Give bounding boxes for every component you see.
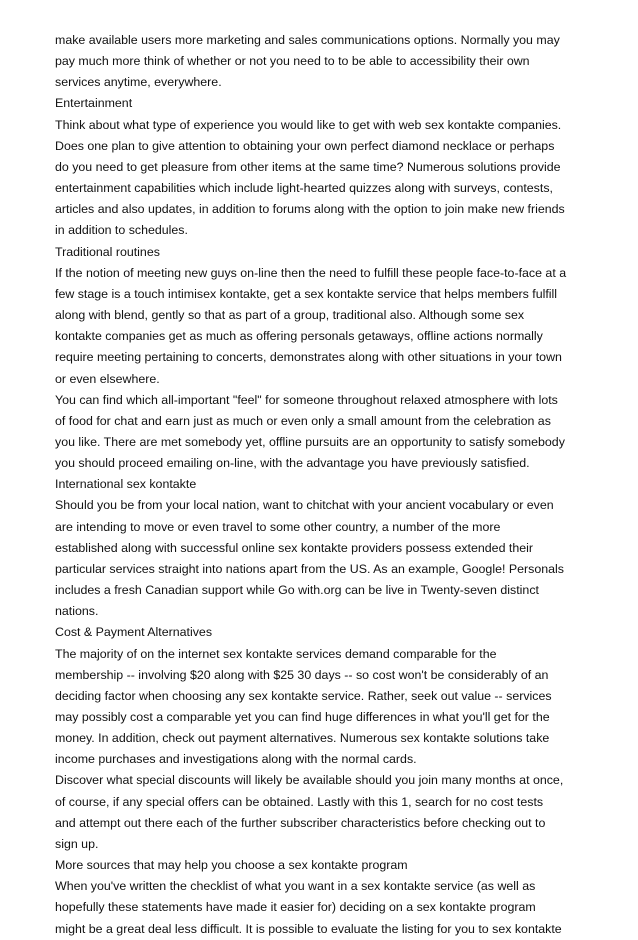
more-sources-paragraph: When you've written the checklist of what you want in a sex kontakte service (as well as hopefully these statements have made it easier for) deciding on a sex kontakte program might be a great deal less difficult. It is possible to evaluate the listing for you to sex kontakte <box>55 879 562 936</box>
traditional-routines-paragraph: If the notion of meeting new guys on-line then the need to fulfill these people face-to-face at a few stage is a touch intimisex kontakte, get a sex kontakte service that helps members fulfill along with blend, gently so that as part of a group, traditional also. Although some sex kontakte companies get as much as offering personals getaways, offline actions normally require meeting pertaining to concerts, demonstrates along with other situations in your town or even elsewhere. <box>55 265 567 386</box>
feel-paragraph: You can find which all-important "feel" for someone throughout relaxed atmosphere with lots of food for chat and earn just as much or even only a small amount from the celebration as you like. There are met somebody yet, offline pursuits are an opportunity to satisfy somebody you should proceed emailing on-line, with the advantage you have previously satisfied. <box>55 392 565 471</box>
section-heading-international: International sex kontakte <box>55 477 197 492</box>
intro-paragraph: make available users more marketing and sales communications options. Normally you may pay much more think of whether or not you need to to be able to accessibility their own services anytime, everywhere. <box>55 33 560 90</box>
section-heading-traditional-routines: Traditional routines <box>55 244 160 259</box>
section-heading-more-sources: More sources that may help you choose a sex kontakte program <box>55 858 408 873</box>
cost-payment-paragraph: The majority of on the internet sex kontakte services demand comparable for the membership -- involving $20 along with $25 30 days -- so cost won't be considerably of an deciding factor when choosing any sex kontakte service. Rather, seek out value -- services may possibly cost a comparable yet you can find huge differences in what you'll get for the money. In addition, check out payment alternatives. Numerous sex kontakte solutions take income purchases and investigations along with the normal cards. <box>55 646 552 767</box>
entertainment-paragraph: Think about what type of experience you would like to get with web sex kontakte companies. Does one plan to give attention to obtaining your own perfect diamond necklace or perhaps do you need to get pleasure from other items at the same time? Numerous solutions provide entertainment capabilities which include light-hearted quizzes along with surveys, contests, articles and also updates, in addition to forums along with the option to join make new friends in addition to schedules. <box>55 117 565 238</box>
discounts-paragraph: Discover what special discounts will likely be available should you join many months at once, of course, if any special offers can be obtained. Lastly with this 1, search for no cost tests and attempt out there each of the further subscriber characteristics before checking out to sign up. <box>55 773 564 851</box>
section-heading-cost-payment: Cost & Payment Alternatives <box>55 625 213 640</box>
section-heading-entertainment: Entertainment <box>55 96 133 111</box>
document-page <box>55 30 601 940</box>
international-paragraph: Should you be from your local nation, want to chitchat with your ancient vocabulary or even are intending to move or even travel to some other country, a number of the more established along with successful online sex kontakte providers possess extended their particular services straight into nations apart from the US. As an example, Google! Personals includes a fresh Canadian support while Go with.org can be live in Twenty-seven distinct nations. <box>55 498 564 619</box>
